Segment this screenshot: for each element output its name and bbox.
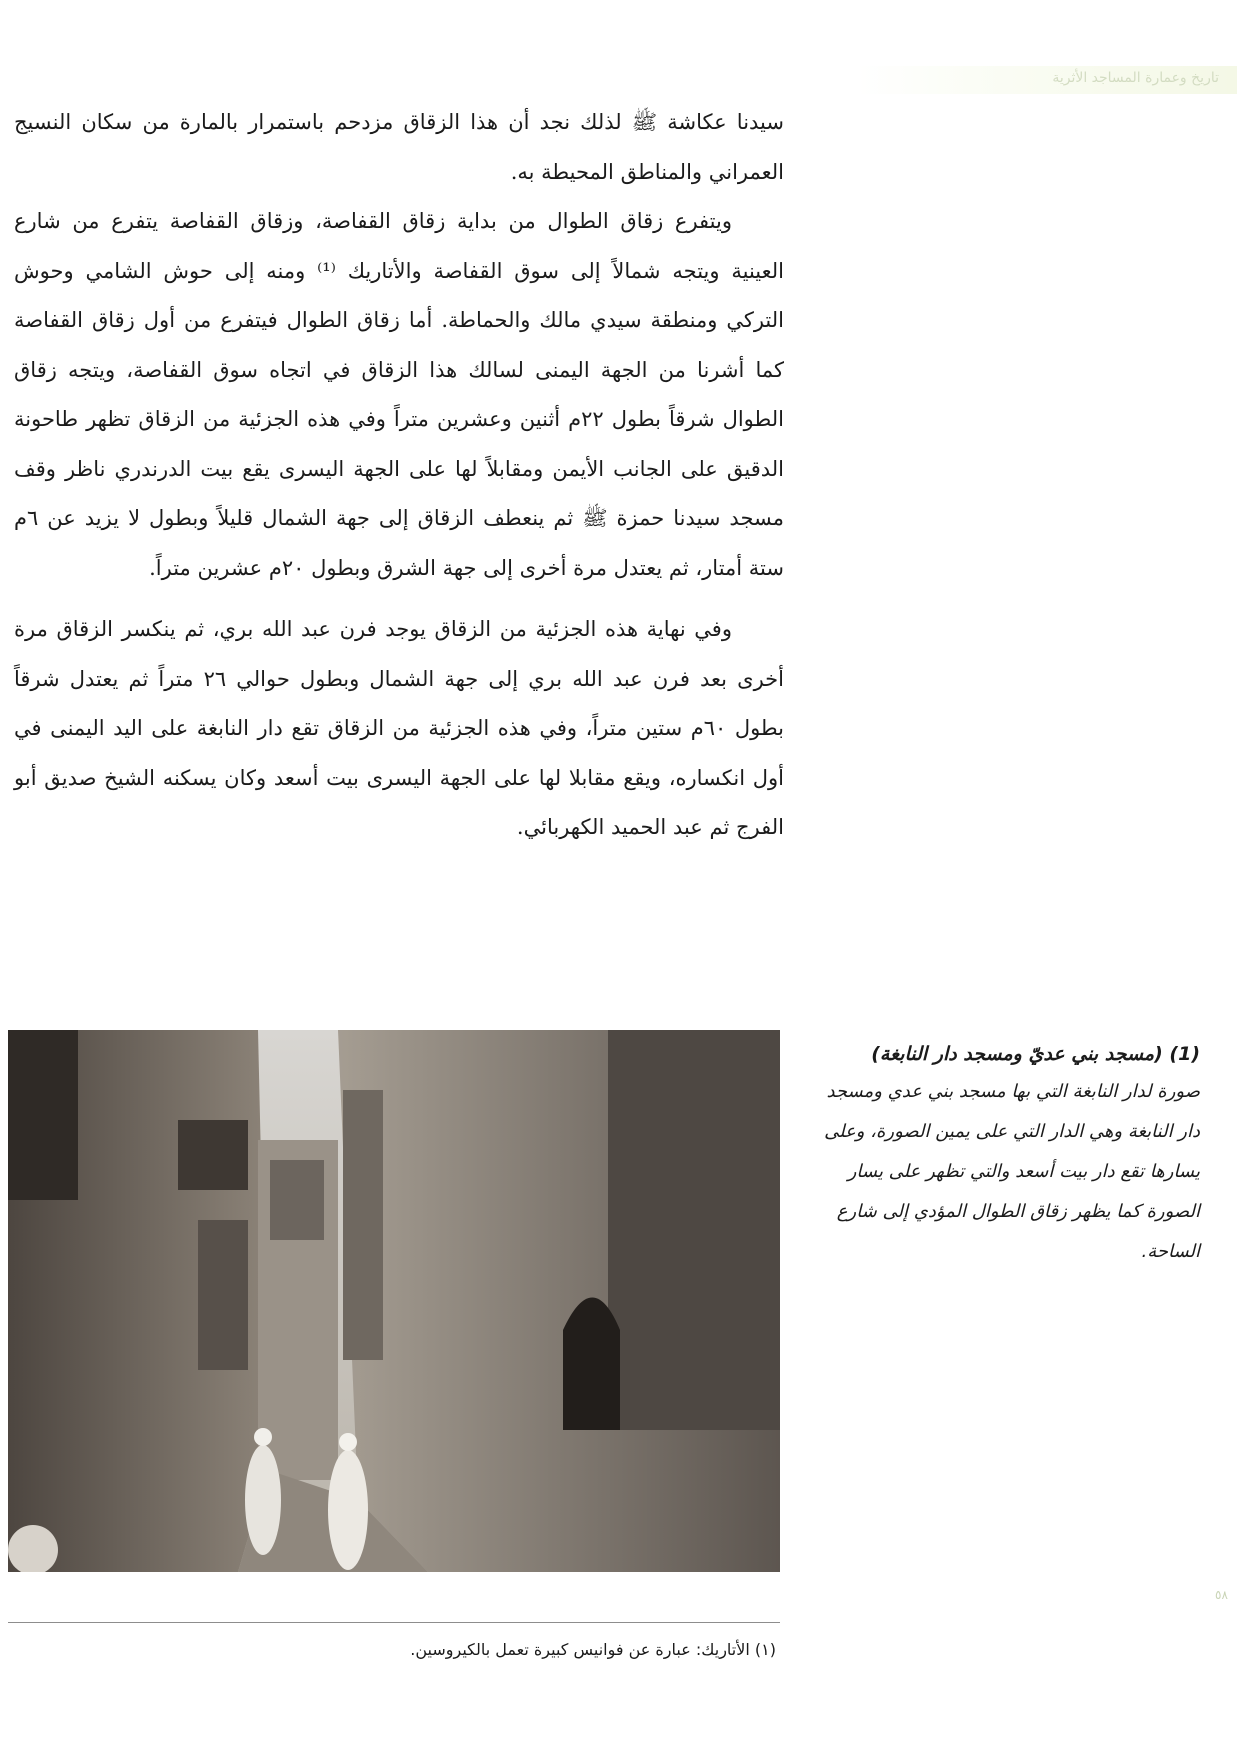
running-header: تاريخ وعمارة المساجد الأثرية <box>857 66 1237 94</box>
footnote-divider <box>8 1622 780 1623</box>
paragraph-2: ويتفرع زقاق الطوال من بداية زقاق القفاصة، وزقاق القفاصة يتفرع من شارع العينية ويتجه شمالاً إلى سوق القفاصة والأتاريك ⁽¹⁾ ومنه إلى حوش الشامي وحوش التركي ومنطقة سيدي مالك والحماطة. أما زقاق الطوال فيتفرع من أول زقاق القفاصة كما أشرنا من الجهة اليمنى لسالك هذا الزقاق في اتجاه سوق القفاصة، ويتجه زقاق الطوال شرقاً بطول ٢٢م أثنين وعشرين متراً وفي هذه الجزئية من الزقاق تظهر طاحونة الدقيق على الجانب الأيمن ومقابلاً لها على الجهة اليسرى يقع بيت الدرندري ناظر وقف مسجد سيدنا حمزة ﷺ ثم ينعطف الزقاق إلى جهة الشمال قليلاً وبطول لا يزيد عن ٦م ستة أمتار، ثم يعتدل مرة أخرى إلى جهة الشرق وبطول ٢٠م عشرين متراً. <box>14 209 784 580</box>
alley-photograph <box>8 1030 780 1572</box>
footnote: (١) الأتاريك: عبارة عن فوانيس كبيرة تعمل بالكيروسين. <box>410 1640 776 1659</box>
main-text <box>14 98 784 853</box>
paragraph-1: سيدنا عكاشة ﷺ لذلك نجد أن هذا الزقاق مزدحم باستمرار بالمارة من سكان النسيج العمراني والمناطق المحيطة به. <box>14 110 784 184</box>
photo-caption <box>812 1036 1200 1272</box>
caption-text: صورة لدار النابغة التي بها مسجد بني عدي ومسجد دار النابغة وهي الدار التي على يمين الصورة، وعلى يسارها تقع دار بيت أسعد والتي تظهر على يسار الصورة كما يظهر زقاق الطوال المؤدي إلى شارع الساحة. <box>824 1081 1200 1262</box>
caption-title: (1) (مسجد بني عديّ ومسجد دار النابغة) <box>871 1043 1200 1065</box>
paragraph-3: وفي نهاية هذه الجزئية من الزقاق يوجد فرن عبد الله بري، ثم ينكسر الزقاق مرة أخرى بعد فرن عبد الله بري إلى جهة الشمال وبطول حوالي ٢٦ متراً ثم يعتدل شرقاً بطول ٦٠م ستين متراً، وفي هذه الجزئية من الزقاق تقع دار النابغة على اليد اليمنى في أول انكساره، ويقع مقابلا لها على الجهة اليسرى بيت أسعد وكان يسكنه الشيخ صديق أبو الفرج ثم عبد الحميد الكهربائي. <box>14 617 784 839</box>
page-number: ٥٨ <box>1215 1588 1228 1602</box>
